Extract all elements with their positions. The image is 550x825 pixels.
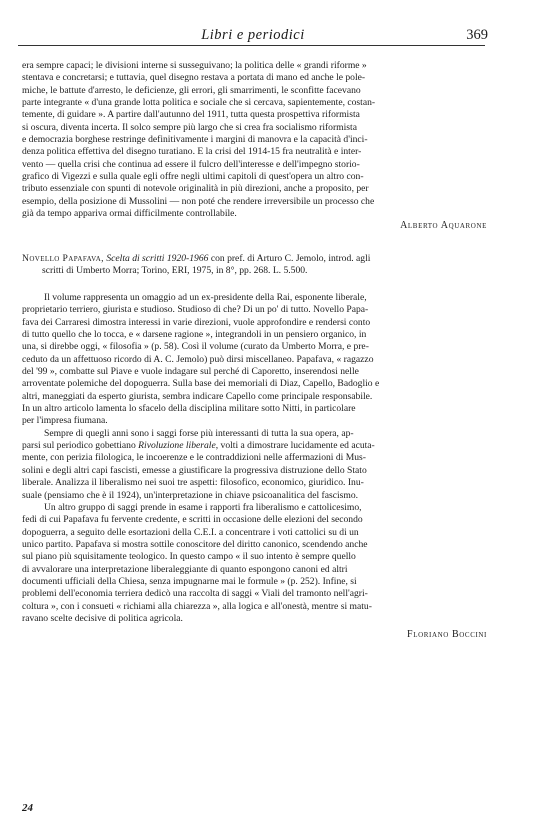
- text-line: altri, maneggiati da esperto giurista, sembra indicare Capello come principale responsabile.: [22, 390, 373, 402]
- text-line: documenti ufficiali della Chiesa, senza impugnarne mai le formule » (p. 252). Infine, si: [22, 575, 357, 587]
- text-line: si oscura, diventa incerta. Il solco sempre più largo che si crea fra socialismo riformista: [22, 121, 357, 133]
- page-number: 369: [466, 27, 488, 43]
- periodical-title: Rivoluzione liberale: [138, 440, 216, 452]
- text-line: Il volume rappresenta un omaggio ad un ex-presidente della Rai, esponente liberale,: [44, 292, 367, 303]
- text-run: , volti a dimostrare lucidamente ed acuta-: [215, 440, 375, 452]
- paragraph: [22, 292, 487, 428]
- text-line: tributo essenziale con spunti di notevole originalità in più direzioni, anche a proposito, per: [22, 183, 369, 195]
- text-line: era sempre capaci; le divisioni interne si susseguivano; la politica delle « grandi riforme »: [22, 60, 367, 71]
- text-line: parte integrante « d'una grande lotta politica e sociale che si cercava, sapientemente, costan-: [22, 97, 376, 109]
- text-line: di tutto quello che lo tocca, e « darsene ragione », integrandoli in un pensiero organico, in: [22, 329, 367, 341]
- text-line: di avvalorare una interpretazione liberaleggiante di quanto espongono canoni ed altri: [22, 563, 348, 575]
- text-line: stentava e concretarsi; e tuttavia, quel disegno restava a portata di mano ed anche le pole-: [22, 72, 366, 84]
- review-bibliographic-header: [22, 253, 487, 278]
- text-line: Un altro gruppo di saggi prende in esame i rapporti fra liberalismo e cattolicesimo,: [44, 501, 362, 513]
- review-details-cont: scritti di Umberto Morra; Torino, ERI, 1975, in 8°, pp. 268. L. 5.500.: [42, 265, 308, 277]
- text-line: fedi di cui Papafava fu fervente credente, e scritti in occasione delle elezioni del secondo: [22, 514, 363, 526]
- text-line: problemi dell'economia terriera dedicò una raccolta di saggi « Viali del tramonto nell'agri-: [22, 588, 368, 600]
- review-details: con pref. di Arturo C. Jemolo, introd. agli: [208, 253, 371, 264]
- text-line: arroventate polemiche del dopoguerra. Sulla base dei memoriali di Diaz, Capello, Badoglio e: [22, 378, 380, 390]
- text-line: del '99 », combatte sul Piave e vuole indagare sul perché di Caporetto, inserendosi nelle: [22, 366, 359, 378]
- text-run: parsi sul periodico gobettiano: [22, 440, 139, 452]
- text-line: temente, di guidare ». A partire dall'autunno del 1911, tutta questa prospettiva riformista: [22, 109, 360, 121]
- paragraph: [22, 428, 487, 502]
- running-title: Libri e periodici: [201, 27, 305, 43]
- signature: Alberto Aquarone: [400, 220, 487, 232]
- text-line: unico partito. Papafava si mostra sottile conoscitore del diritto canonico, scendendo anche: [22, 538, 368, 550]
- text-line: miche, le battute d'arresto, le deficienze, gli errori, gli smarrimenti, le sconfitte facevano: [22, 84, 361, 96]
- review-body: [22, 292, 487, 642]
- text-line: per l'impresa fiumana.: [22, 415, 108, 427]
- text-line: ceduto da un affettuoso ricordo di A. C. Jemolo) può dirsi miscellaneo. Papafava, « ragazzo: [22, 353, 374, 365]
- text-line: Sempre di quegli anni sono i saggi forse più interessanti di tutta la sua opera, ap-: [44, 427, 354, 439]
- text-line: liberale. Analizza il liberalismo nei suoi tre aspetti: filosofico, economico, giuridico. Inu-: [22, 477, 364, 489]
- text-line: grafico di Vigezzi e sulla quale egli offre negli ultimi capitoli di quest'opera un altro con-: [22, 171, 364, 183]
- signature: Floriano Boccini: [407, 629, 487, 641]
- continuation-paragraph: [22, 60, 487, 233]
- header-rule: [18, 45, 485, 46]
- text-line: esempio, della posizione di Mussolini — non poté che rendere irreversibile un processo che: [22, 195, 375, 207]
- text-line: ravano scelte decisive di politica agricola.: [22, 612, 183, 624]
- text-line: già da tempo appariva ormai difficilmente controllabile.: [22, 208, 237, 220]
- text-line: [22, 440, 487, 452]
- review-author: Novello Papafava,: [22, 253, 104, 264]
- text-line: proprietario terriero, giurista e studioso. Studioso di che? Di un po' di tutto. Novello Papa-: [22, 304, 369, 316]
- text-line: In un altro articolo lamenta lo sfacelo della disciplina militare sotto Nitti, in particolare: [22, 403, 356, 415]
- text-line: solini e degli altri capi fascisti, emesse a giustificare la progressiva distruzione dello Stato: [22, 464, 367, 476]
- text-line: una, si direbbe oggi, « filosofia » (p. 58). Così il volume (curato da Umberto Morra, e pre-: [22, 341, 369, 353]
- text-line: sul piano più squisitamente teologico. In questo campo « il suo intento è sempre quello: [22, 551, 356, 563]
- text-line: e democrazia borghese restringe definitivamente i margini di manovra e la capacità d'inci-: [22, 134, 368, 146]
- text-line: fava dei Carraresi dimostra interessi in varie direzioni, vuole approfondire e rendersi conto: [22, 316, 371, 328]
- text-line: mente, con perizia filologica, le incoerenze e le contraddizioni nelle affermazioni di Mus-: [22, 452, 366, 464]
- running-header: [18, 27, 488, 45]
- paragraph: [22, 502, 487, 625]
- text-line: coltura », con i consueti « richiami alla chiarezza », alla logica e all'onestà, mentre si matu-: [22, 600, 372, 612]
- review-book-title: Scelta di scritti 1920-1966: [106, 253, 209, 264]
- text-line: dopoguerra, a seguito delle esortazioni della C.E.I. a concentrare i voti cattolici su di un: [22, 526, 359, 538]
- text-line: denza politica effettiva del disegno turatiano. E la crisi del 1914-15 fra neutralità e inter-: [22, 146, 362, 158]
- folio-number: 24: [22, 802, 33, 814]
- text-line: vento — quella crisi che continua ad essere il fulcro dell'interesse e dell'impegno storio-: [22, 158, 360, 170]
- text-line: suale (pensiamo che è il 1924), un'interpretazione in chiave psicoanalitica del fascismo.: [22, 489, 359, 501]
